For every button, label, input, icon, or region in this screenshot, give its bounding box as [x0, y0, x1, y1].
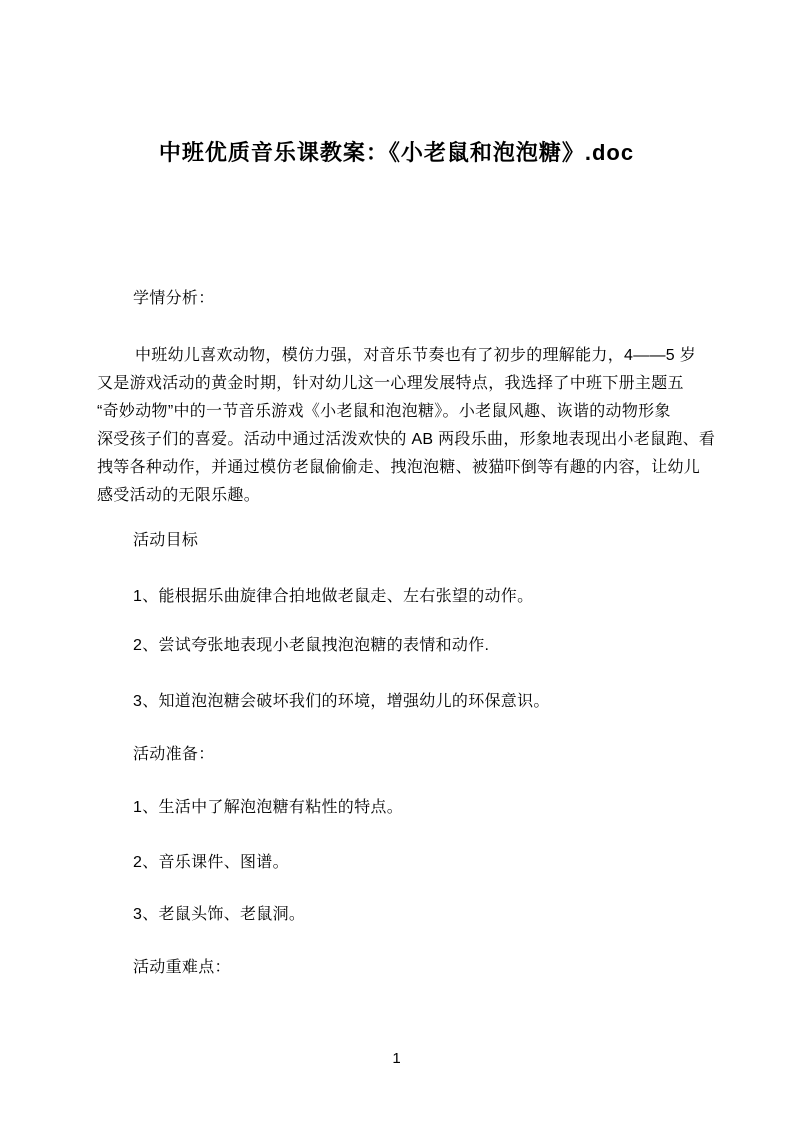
- preparation-item: 2、音乐课件、图谱。: [133, 854, 289, 871]
- preparation-item: 1、生活中了解泡泡糖有粘性的特点。: [133, 799, 403, 816]
- paragraph-line: 中班幼儿喜欢动物，模仿力强，对音乐节奏也有了初步的理解能力，4——5 岁: [135, 347, 697, 364]
- paragraph-line: 又是游戏活动的黄金时期，针对幼儿这一心理发展特点，我选择了中班下册主题五: [97, 375, 684, 392]
- paragraph-line: 拽等各种动作，并通过模仿老鼠偷偷走、拽泡泡糖、被猫吓倒等有趣的内容，让幼儿: [97, 459, 701, 476]
- heading-goals: 活动目标: [133, 532, 199, 549]
- heading-analysis: 学情分析：: [133, 290, 215, 307]
- paragraph-line: 深受孩子们的喜爱。活动中通过活泼欢快的 AB 两段乐曲，形象地表现出小老鼠跑、看: [97, 431, 716, 448]
- preparation-item: 3、老鼠头饰、老鼠洞。: [133, 906, 306, 923]
- paragraph-line: “奇妙动物”中的一节音乐游戏《小老鼠和泡泡糖》。小老鼠风趣、诙谐的动物形象: [97, 403, 671, 420]
- goal-item: 2、尝试夸张地表现小老鼠拽泡泡糖的表情和动作.: [133, 637, 490, 654]
- page-number: 1: [392, 1050, 401, 1067]
- document-title: 中班优质音乐课教案：《小老鼠和泡泡糖》.doc: [158, 140, 635, 165]
- paragraph-line: 感受活动的无限乐趣。: [97, 487, 261, 504]
- heading-key-points: 活动重难点：: [133, 959, 231, 976]
- goal-item: 3、知道泡泡糖会破坏我们的环境，增强幼儿的环保意识。: [133, 693, 550, 710]
- heading-preparation: 活动准备：: [133, 746, 215, 763]
- analysis-paragraph: [97, 342, 717, 510]
- goal-item: 1、能根据乐曲旋律合拍地做老鼠走、左右张望的动作。: [133, 588, 534, 605]
